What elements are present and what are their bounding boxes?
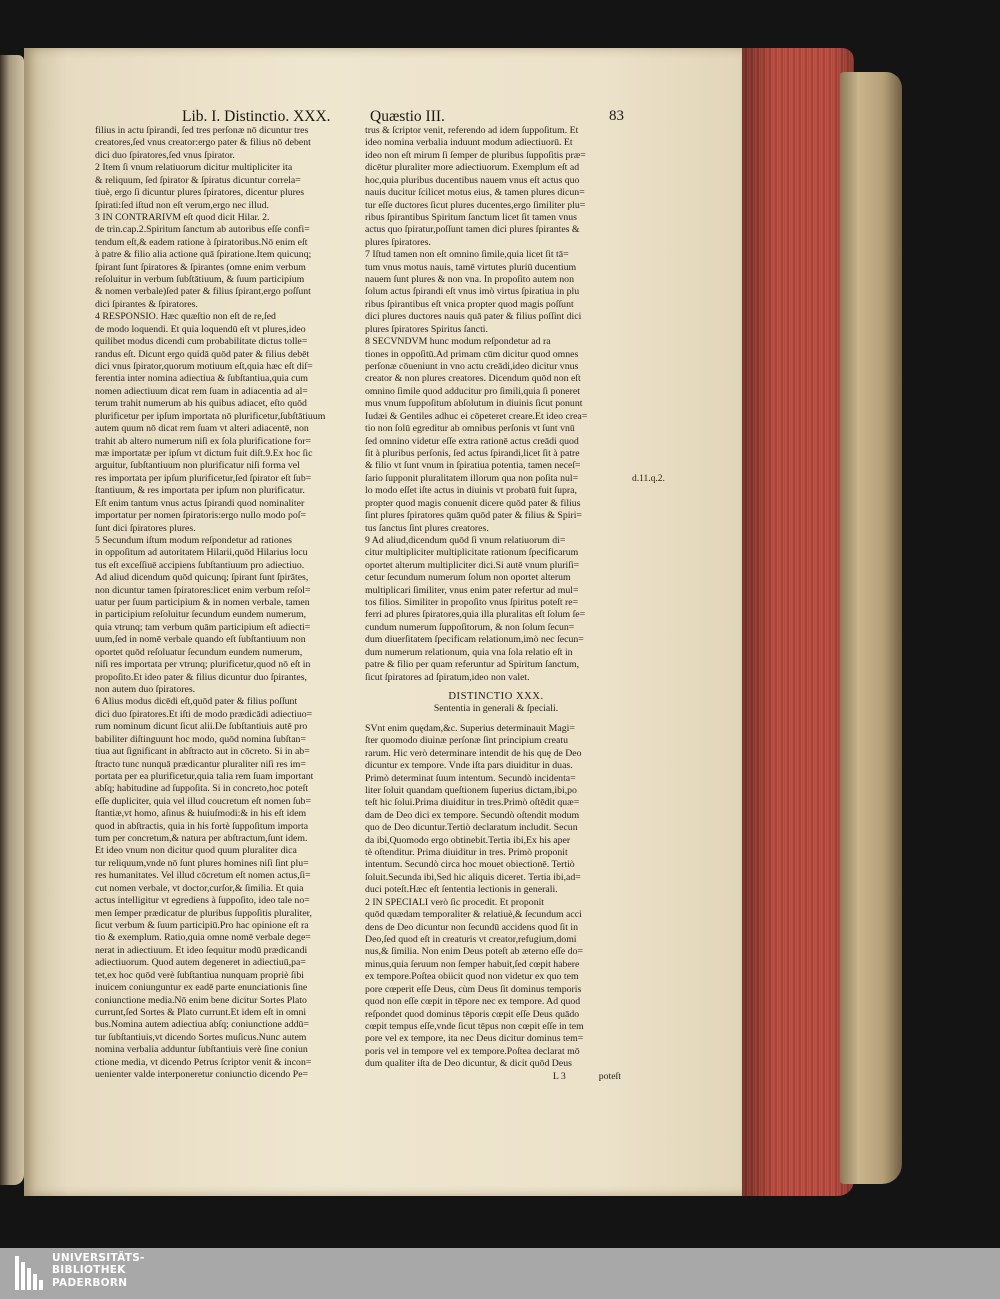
text-line: filius in actu ſpirandi, ſed tres perſonæ nō dicuntur tres xyxy=(95,125,309,136)
text-line: nauem ſunt plures & non vna. In propoſito autem non xyxy=(365,274,574,286)
text-line: tendum eſt,& eadem ratione à ſpiratoribus.Nō enim eſt xyxy=(95,236,308,248)
text-line: dici duo ſpiratores,ſed vnus ſpirator. xyxy=(95,149,235,161)
text-line: ferentia inter nomina adiectiua & ſubſtantiua,quia cum xyxy=(95,373,309,385)
text-line: oportet quōd reſoluatur ſecundum eundem numerum, xyxy=(95,646,303,658)
text-line: ex tempore.Poſtea obiicit quod non videtur ex quo tem xyxy=(365,971,579,983)
text-line: nus,& ſimilia. Non enim Deus poteſt ab æterno eſſe do= xyxy=(365,946,584,958)
text-line: liter ſoluit quandam queſtionem ſuperius dictam,ibi,po xyxy=(365,784,577,796)
text-line: ſoluit.Secunda ibi,Sed hic aliquis diceret. Tertia ibi,ad= xyxy=(365,871,581,883)
text-line: citur multipliciter multiplicitate rationum ſpecificarum xyxy=(365,547,579,559)
text-line: quod in abſtractis, quia in his fortè ſuppoſitum importa xyxy=(95,820,309,832)
text-line: teſt hic ſolui.Prima diuiditur in tres.Primò oſtēdit quæ= xyxy=(365,797,580,809)
text-line: 5 Secundum iſtum modum reſpondetur ad rationes xyxy=(95,534,292,546)
text-line: terum trahit numerum ab his quibus adiacet, eſto quōd xyxy=(95,398,307,410)
logo-line-2: BIBLIOTHEK xyxy=(52,1264,126,1277)
text-line: importatur per nomen ſpiratoris:ergo nullo modo poſ= xyxy=(95,510,307,522)
text-line: patre & filio per quam referuntur ad Spiritum ſanctum, xyxy=(365,659,580,671)
text-line: plures ſpiratores. xyxy=(365,236,431,248)
text-line: tur ſubſtantiuis,vt dicendo Sortes muſicus.Nunc autem xyxy=(95,1031,307,1043)
text-line: dens de Deo dicuntur non ſecundū accidens quod ſit in xyxy=(365,921,579,933)
text-line: ſicut verbum & ſuum participiū.Pro hac opinione eſt ra xyxy=(95,920,309,931)
text-line: 8 SECVNDVM hunc modum reſpondetur ad ra xyxy=(365,336,551,348)
text-line: & nomen verbale)ſed pater & filius ſpirant,ergo poſſunt xyxy=(95,286,311,298)
text-line: res importata per ipſum plurificetur,ſed ſpirator eſt ſub= xyxy=(95,472,312,484)
footer-band xyxy=(0,1248,1000,1299)
text-line: quōd quædam temporaliter & relatiuè,& ſecundum acci xyxy=(365,909,582,921)
text-line: plurificetur per ipſum importata nō plurificetur,ſubſtātiuum xyxy=(95,410,326,422)
logo-line-1: UNIVERSITÄTS- xyxy=(52,1252,145,1264)
text-line: ribus ſpirantibus Spiritum ſanctum licet ſit tamen vnus xyxy=(365,211,577,223)
text-line: tet,ex hoc quōd verè ſubſtantiua nunquam propriè ſibi xyxy=(95,969,304,981)
text-line: Eſt enim tantum vnus actus ſpirandi quod nominaliter xyxy=(95,497,305,509)
library-logo-icon xyxy=(15,1256,45,1290)
left-text-column xyxy=(95,125,353,1081)
text-line: tos filios. Similiter in propoſito vnus ſpiritus poteſt re= xyxy=(365,597,579,609)
text-line: tè oſtenditur. Prima diuiditur in tres. Primò proponit xyxy=(365,847,568,859)
text-line: ſint plures ſpiratores quām quōd pater & filius & Spiri= xyxy=(365,510,582,522)
text-line: tio & exemplum. Ratio,quia omne nomē verbale dege= xyxy=(95,932,311,944)
text-line: adiectiuorum. Quod autem degeneret in adiectiuū,pa= xyxy=(95,957,306,969)
running-head-left: Lib. I. Distinctio. XXX. xyxy=(182,108,331,125)
text-line: actus quo ſpiratur,poſſunt tamen dici plures ſpirantes & xyxy=(365,224,580,236)
catchword: poteſt xyxy=(598,1070,621,1082)
text-line: dici ſpirantes & ſpiratores. xyxy=(95,298,198,310)
right-column-upper-text xyxy=(365,125,627,684)
text-line: duci poteſt.Hæc eſt ſententia lectionis in generali. xyxy=(365,884,558,896)
text-line: tiua aut ſignificant in abſtracto aut in cōcreto. Si in ab= xyxy=(95,746,310,758)
right-text-column xyxy=(365,125,627,1083)
text-line: tur reliquum,vnde nō ſunt plures homines niſi ſint plu= xyxy=(95,857,309,869)
text-line: à patre & filio alia actione quā ſpiratione.Item quicunq; xyxy=(95,249,312,261)
text-line: randus eſt. Dicunt ergo quidā quōd pater & filius debēt xyxy=(95,348,310,360)
text-line: poris vel in tempore vel ex tempore.Poſtea declarat mō xyxy=(365,1045,580,1057)
text-line: ribus ſpirantibus eſt vnica propter quod magis poſſunt xyxy=(365,298,574,310)
text-line: creatores,ſed vnus creator:ergo pater & filius nō debent xyxy=(95,137,311,149)
distinctio-title: DISTINCTIO XXX. xyxy=(448,690,544,702)
running-head-question: Quæstio III. xyxy=(370,108,445,125)
text-line: quod non eſſe cœpit in tēpore nec ex tempore. Ad quod xyxy=(365,996,581,1008)
text-line: ſunt dici ſpiratores plures. xyxy=(95,522,196,534)
text-line: de trin.cap.2.Spiritum ſanctum ab autoribus eſſe confi= xyxy=(95,224,310,236)
text-line: arguitur, ſubſtantiuum non plurificatur niſi forma vel xyxy=(95,460,300,472)
text-line: res humanitates. Vel illud cōcretum eſt nomen actus,ſi= xyxy=(95,870,311,882)
text-line: currunt,ſed Sortes & Plato currunt.Et idem eſt in omni xyxy=(95,1006,307,1018)
text-line: 2 Item ſi vnum relatiuorum dicitur multipliciter ita xyxy=(95,162,293,174)
text-line: mæ importatæ per ipſum vt dictum fuit diſt.9.Ex hoc ſic xyxy=(95,447,313,459)
text-line: reſoluitur in verbum ſubſtātiuum, & ſuum participium xyxy=(95,274,305,286)
text-line: tus ſanctus ſint plures creatores. xyxy=(365,522,489,534)
text-line: nomina verbalia adduntur ſubſtantiuis verè ſine coniun xyxy=(95,1044,308,1056)
text-line: perſonæ cōueniunt in vno actu creādi,ideo dicitur vnus xyxy=(365,361,579,373)
text-line: tiones in oppoſitū.Ad primam cūm dicitur quod omnes xyxy=(365,348,579,360)
signature-mark: L 3 xyxy=(552,1070,566,1082)
text-line: ideo nomina verbalia induunt modum adiectiuorū. Et xyxy=(365,137,573,149)
text-line: coniunctione media.Nō enim bene dicitur Sortes Plato xyxy=(95,994,307,1006)
text-line: niſi res importata per vtrunq; plurificetur,quod nō eſt in xyxy=(95,659,311,671)
text-line: hoc,quia pluribus ducentibus nauem vnus eſt actus quo xyxy=(365,174,580,186)
text-line: babiliter diſtinguunt hoc modo, quōd nomina ſubſtan= xyxy=(95,733,306,745)
text-line: cetur ſecundum numerum ſolum non oportet alterum xyxy=(365,572,571,584)
text-line: omnino ſimile quod adducitur pro ſimili,quia ſi poneret xyxy=(365,385,580,397)
text-line: bus.Nomina autem adiectiua abſq; coniunctione addū= xyxy=(95,1019,309,1031)
text-line: 6 Alius modus dicēdi eſt,quōd pater & filius poſſunt xyxy=(95,696,298,708)
text-line: ſolum actus ſpirandi eſt vnus imò virtus ſpiratiua in plu xyxy=(365,286,580,298)
library-logo-text xyxy=(52,1252,145,1289)
text-line: non dicuntur tamen ſpiratores:licet enim verbum reſol= xyxy=(95,584,311,596)
text-line: lo modo eſſet iſte actus in diuinis vt probatū fuit ſupra, xyxy=(365,485,577,497)
text-line: cundum numerum ſuppoſitorum, & non ſolum ſecun= xyxy=(365,621,575,633)
text-line: uum,ſed in nomē verbale quando eſt ſubſtantiuum non xyxy=(95,634,306,646)
text-line: cœpit tempus eſſe,vnde ſicut tēpus non cœpit eſſe in tem xyxy=(365,1020,584,1032)
right-column-lower-text xyxy=(365,723,627,1071)
text-line: Deo,ſed quod eſt in creaturis vt creator,refugium,domi xyxy=(365,934,577,945)
text-line: portata per ea plurificetur,quia talia rem ſuam important xyxy=(95,770,314,782)
text-line: rum nominum dicunt ſicut alii.De ſubſtantiuis autē pro xyxy=(95,721,308,733)
text-line: pore cœperit eſſe Deus, cùm Deus ſit dominus temporis xyxy=(365,983,582,995)
text-line: nauis ducitur ſcilicet motus eius, & tamen plures dicun= xyxy=(365,187,585,199)
text-line: 7 Iſtud tamen non eſt omnino ſimile,quia licet ſit tā= xyxy=(365,249,569,261)
text-line: cut nomen verbale, vt doctor,curſor,& ſimilia. Et quia xyxy=(95,882,304,894)
text-line: inuicem coniunguntur ex eadē parte enunciationis ſine xyxy=(95,982,308,994)
text-line: 2 IN SPECIALI verò ſic procedit. Et proponit xyxy=(365,896,545,908)
vellum-binding xyxy=(840,72,902,1184)
text-line: & filio vt ſunt vnum in ſpiratiua potentia, tamen neceſ= xyxy=(365,460,581,472)
text-line: ſpirant ſunt ſpiratores & ſpirantes (omne enim verbum xyxy=(95,261,306,273)
text-line: nomen adiectiuum dicat rem ſuam in adiacentia ad al= xyxy=(95,385,308,397)
text-line: tus eſt exceſſiuē accipiens ſubſtantiuum pro adiectiuo. xyxy=(95,559,305,571)
text-line: intentum. Secundò circa hoc mouet obiectionē. Tertiò xyxy=(365,859,575,871)
text-line: ſpirati:ſed iſtud non eſt verum,ergo nec illud. xyxy=(95,199,269,211)
text-line: oportet alterum multipliciter dici.Si autē vnum pluriſi= xyxy=(365,559,580,571)
text-line: dici duo ſpiratores.Et iſti de modo prædicādi adiectiuo= xyxy=(95,708,313,720)
text-line: propoſito.Et ideo pater & filius dicuntur duo ſpirantes, xyxy=(95,671,307,683)
text-line: reſpondet quod dominus tēporis cœpit eſſe Deus quādo xyxy=(365,1008,580,1020)
text-line: mus vnum ſuppoſitum abſolutum in diuinis ſicut ponunt xyxy=(365,398,583,410)
text-line: trus & ſcriptor venit, referendo ad idem ſuppoſitum. Et xyxy=(365,125,579,136)
text-line: propter quod magis conuenit dicere quōd pater & filius xyxy=(365,497,581,509)
text-line: actus intelligitur vt egrediens à ſuppoſito, ideo tale no= xyxy=(95,895,310,907)
text-line: non autem duo ſpiratores. xyxy=(95,683,196,695)
text-line: abſq; habitudine ad ſuppoſita. Si in concreto,hoc poteſt xyxy=(95,783,309,795)
text-line: quilibet modus dicendi cum probabilitate dictus tolle= xyxy=(95,336,308,348)
text-line: ſicut ſpiratores ad ſpiratum,ideo non valet. xyxy=(365,671,530,683)
margin-note: d.11.q.2. xyxy=(632,474,665,484)
text-line: quia vtrunq; tam verbum quām participium eſt adiecti= xyxy=(95,621,311,633)
text-line: ſtantiuum, & res importata per ipſum non plurificatur. xyxy=(95,485,305,497)
text-line: dum qualiter iſta de Deo dicuntur, & dicit quōd Deus xyxy=(365,1058,572,1070)
logo-line-3: PADERBORN xyxy=(52,1276,128,1289)
text-line: ferri ad plures ſpiratores,quia illa pluralitas eſt ſolum ſe= xyxy=(365,609,586,621)
text-line: Iudæi & Gentiles adhuc ei cōpeteret creare.Et ideo crea= xyxy=(365,410,588,422)
text-line: quo de Deo dicuntur.Tertiò declaratum includit. Secun xyxy=(365,822,578,834)
text-line: dici plures ductores nauis quā pater & filius poſſint dici xyxy=(365,311,582,323)
text-line: dum diuerſitatem ſpecificam relationum,imò nec ſecun= xyxy=(365,634,584,646)
text-line: ſario ſupponit pluralitatem illorum qua non poſita nul= xyxy=(365,472,579,484)
text-line: uatur per ſuum participium & in nomen verbale, tamen xyxy=(95,597,310,609)
text-line: autem quum nō dicat rem ſuam vt alteri adiacentē, non xyxy=(95,423,309,435)
text-line: minus,quia ſeruum non ſemper habuit,ſed cœpit habere xyxy=(365,958,580,970)
left-page-edge xyxy=(0,55,24,1185)
text-line: plures ſpiratores Spiritus ſancti. xyxy=(365,323,488,335)
text-line: pore vel ex tempore, ita nec Deus dicitur dominus tem= xyxy=(365,1033,584,1045)
text-line: dicētur pluraliter more adiectiuorum. Exemplum eſt ad xyxy=(365,162,580,174)
text-line: tum per concretum,& natura per abſtractum,ſunt idem. xyxy=(95,833,308,845)
text-line: 9 Ad aliud,dicendum quōd ſi vnum relatiuorum di= xyxy=(365,534,566,546)
text-line: dam de Deo dici ex tempore. Secundò oſtendit modum xyxy=(365,809,580,821)
catchword-line xyxy=(365,1071,627,1083)
text-line: ſtantiæ,vt homo, aſinus & huiuſmodi:& in his eſt idem xyxy=(95,808,307,820)
text-line: 4 RESPONSIO. Hæc quæſtio non eſt de re,ſed xyxy=(95,311,276,323)
text-line: da ibi,Quomodo ergo obtinebit.Tertia ibi,Ex his aper xyxy=(365,834,571,846)
text-line: ctione media, vt dicendo Petrus ſcriptor venit & incon= xyxy=(95,1056,312,1068)
text-line: ſed omnino videtur eſſe extra rationē actus creādi quod xyxy=(365,435,579,447)
text-line: eſſe dupliciter, quia vel illud coucretum eſt nomen ſub= xyxy=(95,795,311,807)
text-line: Ad aliud dicendum quōd quicunq; ſpirant ſunt ſpirātes, xyxy=(95,572,309,584)
page-edge-shading xyxy=(742,48,854,1196)
text-line: SVnt enim quędam,&c. Superius determinauit Magi= xyxy=(365,722,575,734)
text-line: tiuè, ergo ſi dicuntur plures ſpiratores, dicentur plures xyxy=(95,187,305,199)
text-line: ſter quomodo diuinæ perſonæ ſint principium creatu xyxy=(365,735,568,747)
text-line: in oppoſitum ad autoritatem Hilarii,quōd Hilarius locu xyxy=(95,547,308,559)
text-line: tur eſſe ductores ſicut plures ducentes,ergo ſimiliter plu= xyxy=(365,199,586,211)
text-line: dum numerum relationum, quia vna ſola relatio eſt in xyxy=(365,646,573,658)
text-line: ſtracto tunc nunquā prædicantur pluraliter niſi res im= xyxy=(95,758,306,770)
text-line: dicuntur ex tempore. Vnde iſta pars diuiditur in duas. xyxy=(365,760,573,772)
text-line: nerat in adiectiuum. Et ideo ſequitur modū prædicandi xyxy=(95,944,308,956)
text-line: rarum. Hic verò determinare intendit de his quę de Deo xyxy=(365,747,582,759)
text-line: & reliquum, ſed ſpirator & ſpiratus dicuntur correla= xyxy=(95,174,301,186)
text-line: trahit ab altero numerum niſi ex ſola plurificatione for= xyxy=(95,435,312,447)
text-line: de modo loquendi. Et quia loquendū eſt vt plures,ideo xyxy=(95,323,306,335)
distinctio-subtitle: Sententia in generali & ſpeciali. xyxy=(433,703,559,715)
text-line: ſit à pluribus perſonis, ſed actus ſpirandi,licet ſit à patre xyxy=(365,447,580,459)
text-line: multiplicari ſimiliter, vnus enim pater refertur ad mul= xyxy=(365,584,579,596)
text-line: creator & non plures creatores. Dicendum quōd non eſt xyxy=(365,373,581,385)
text-line: ideo non eſt mirum ſi ſemper de pluribus ſuppoſitis præ= xyxy=(365,149,586,161)
text-line: in participium reſoluitur ſecundum eundem numerum, xyxy=(95,609,307,621)
text-line: Primò determinat ſuum intentum. Secundò incidenta= xyxy=(365,772,576,784)
text-line: tio non ſolū egreditur ab omnibus perſonis vt ſunt vnū xyxy=(365,423,575,435)
text-line: men ſemper prædicatur de pluribus ſuppoſitis pluraliter, xyxy=(95,907,312,919)
text-line: 3 IN CONTRARIVM eſt quod dicit Hilar. 2. xyxy=(95,211,270,223)
page-number: 83 xyxy=(609,108,624,124)
text-line: uenienter valde interponeretur coniunctio dicendo Pe= xyxy=(95,1069,309,1081)
text-line: dici vnus ſpirator,quorum motiuum eſt,quia hæc eſt diſ= xyxy=(95,361,313,373)
text-line: Et ideo vnum non dicitur quod quum pluraliter dica xyxy=(95,845,297,857)
text-line: tum vnus motus nauis, tamē virtutes pluriū ducentium xyxy=(365,261,577,273)
